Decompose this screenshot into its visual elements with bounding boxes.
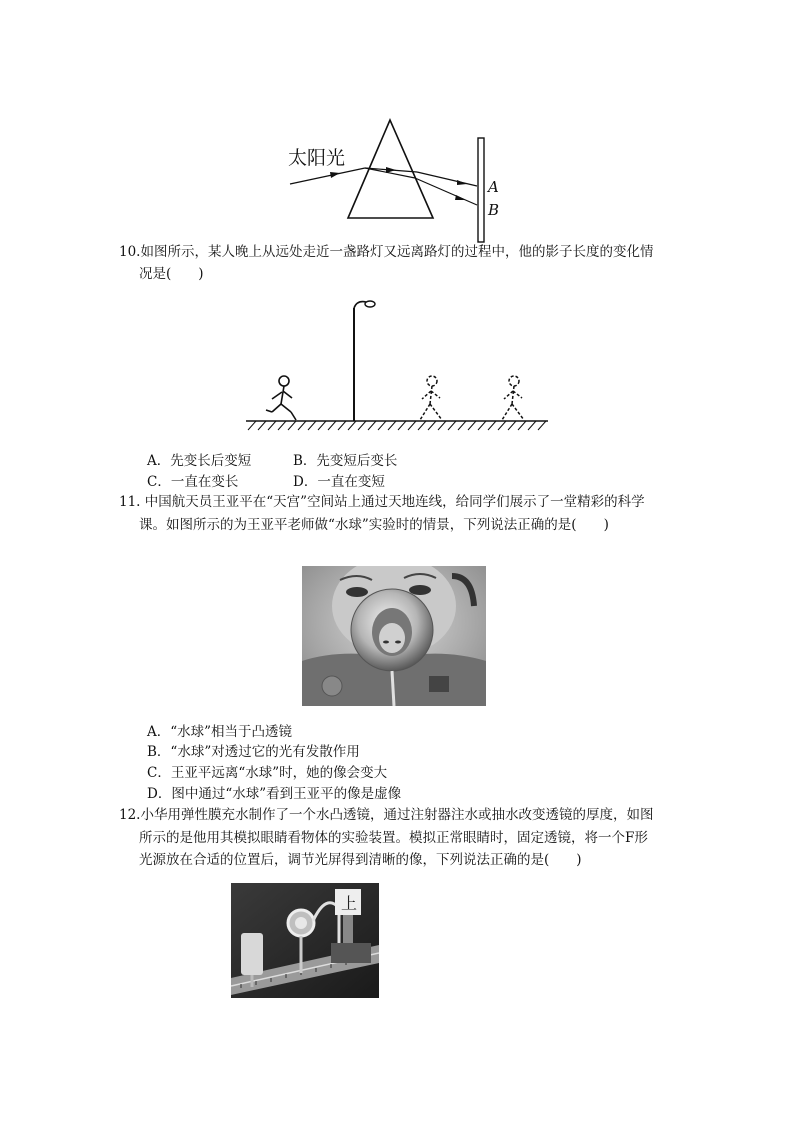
label-b: B	[488, 201, 500, 219]
f-light-label: 上	[341, 894, 358, 913]
q11-stem-line2: 课。如图所示的为王亚平老师做“水球”实验时的情景，下列说法正确的是( )	[139, 517, 609, 533]
light-screen	[241, 933, 263, 975]
walking-person	[266, 376, 296, 420]
q10-option-a[interactable]: A．先变长后变短	[147, 453, 252, 469]
sunlight-label: 太阳光	[288, 147, 346, 169]
left-eye	[346, 587, 368, 597]
q10-stem-line2: 况是( )	[139, 266, 204, 282]
lamp-head	[365, 301, 375, 307]
lens-apparatus-photo	[231, 883, 379, 998]
prism-figure	[280, 112, 510, 252]
screen	[478, 138, 484, 242]
q12-stem-line1: 12.小华用弹性膜充水制作了一个水凸透镜，通过注射器注水或抽水改变透镜的厚度，如图	[119, 807, 654, 823]
q11-stem-line1: 11. 中国航天员王亚平在“天宫”空间站上通过天地连线，给同学们展示了一堂精彩的科学	[119, 494, 645, 510]
q10-stem-line1: 10.如图所示，某人晚上从远处走近一盏路灯又远离路灯的过程中，他的影子长度的变化情	[119, 244, 654, 260]
astronaut-water-ball-photo	[302, 566, 486, 706]
right-eye	[409, 585, 431, 595]
q10-option-d[interactable]: D．一直在变短	[293, 474, 385, 490]
streetlamp-figure	[244, 296, 552, 436]
q10-option-b[interactable]: B．先变短后变长	[293, 453, 398, 469]
ground-hatching	[248, 421, 546, 430]
label-a: A	[488, 178, 499, 196]
q12-stem-line3: 光源放在合适的位置后，调节光屏得到清晰的像，下列说法正确的是( )	[139, 852, 582, 868]
q12-stem-line2: 所示的是他用其模拟眼睛看物体的实验装置。模拟正常眼睛时，固定透镜，将一个F形	[139, 830, 648, 846]
q11-option-c[interactable]: C．王亚平远离“水球”时，她的像会变大	[147, 765, 388, 781]
flag-patch	[429, 676, 449, 692]
dashed-person-2	[502, 376, 524, 420]
q11-option-a[interactable]: A．“水球”相当于凸透镜	[147, 724, 293, 740]
q10-option-c[interactable]: C．一直在变长	[147, 474, 239, 490]
q11-option-b[interactable]: B．“水球”对透过它的光有发散作用	[147, 744, 360, 760]
q11-option-d[interactable]: D．图中通过“水球”看到王亚平的像是虚像	[147, 786, 402, 802]
dashed-person-1	[420, 376, 442, 420]
